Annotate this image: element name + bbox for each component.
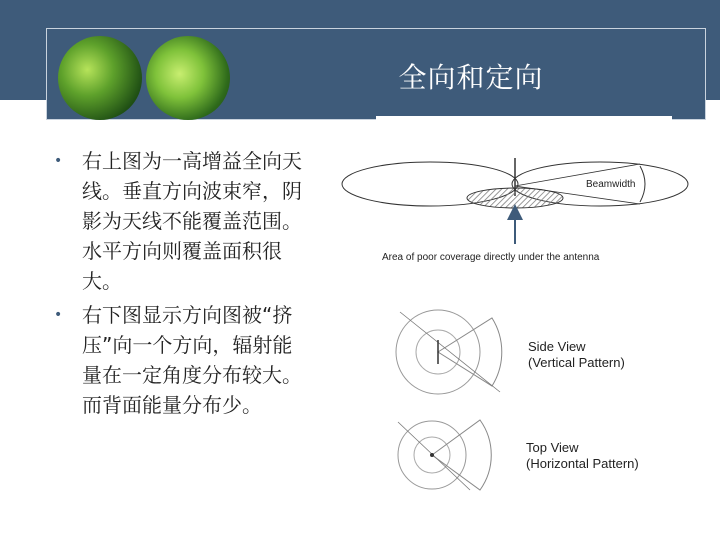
coverage-caption: Area of poor coverage directly under the antenna <box>382 252 600 263</box>
side-view-subtitle: (Vertical Pattern) <box>528 355 625 370</box>
top-view-subtitle: (Horizontal Pattern) <box>526 456 639 471</box>
bullet-dot-icon: • <box>54 307 63 323</box>
bullet-text-2: 右下图显示方向图被“挤压”向一个方向，辐射能量在一定角度分布较大。而背面能量分布少。 <box>82 303 302 417</box>
slide-title: 全向和定向 <box>398 61 544 94</box>
side-view-pattern <box>396 310 502 394</box>
bullet-dot-icon: • <box>54 153 63 169</box>
omni-pattern <box>342 158 688 244</box>
beamwidth-label: Beamwidth <box>586 179 636 190</box>
side-view-title: Side View <box>528 339 586 354</box>
top-view-pattern <box>398 420 491 490</box>
bullet-text-1: 右上图为一高增益全向天线。垂直方向波束窄，阴影为天线不能覆盖范围。水平方向则覆盖面积很大。 <box>82 149 302 293</box>
beamwidth-arc <box>640 166 645 202</box>
top-view-title: Top View <box>526 440 579 455</box>
